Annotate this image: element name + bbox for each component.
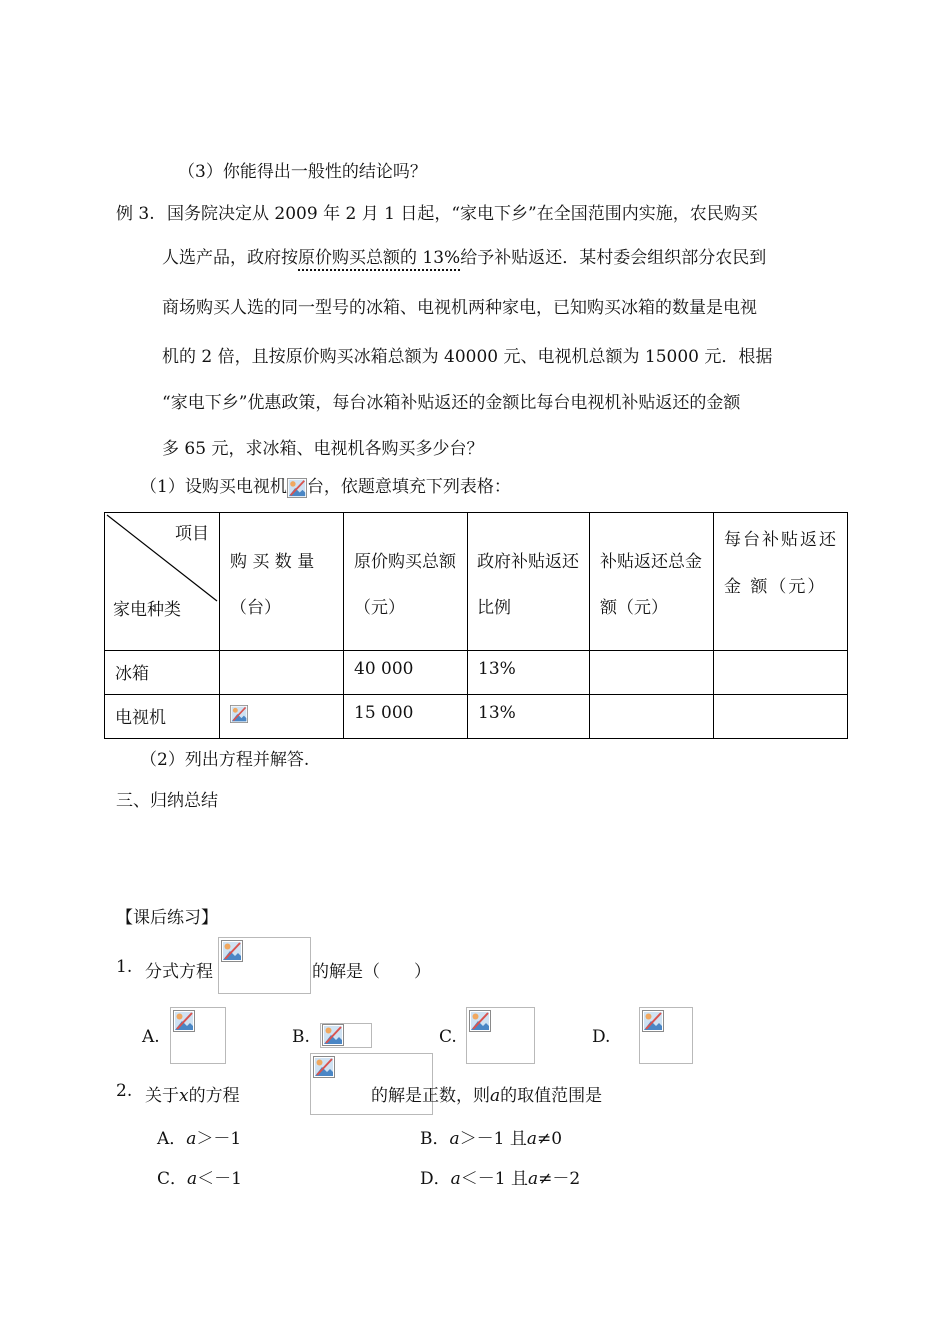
q1-option-a-label: A. [142, 1027, 160, 1047]
header-cell: 政府补贴返还比例 [468, 513, 590, 651]
q1-option-b-label: B. [292, 1027, 310, 1047]
table-row [105, 651, 848, 695]
q2-option-b: B．a＞－1 且a≠0 [420, 1129, 563, 1149]
example-line-6: 多 65 元，求冰箱、电视机各购买多少台？ [162, 439, 484, 459]
q2-option-a: A．a＞－1 [157, 1129, 242, 1149]
q1-option-a-image [170, 1007, 226, 1064]
step-1: （1）设购买电视机 台，依题意填充下列表格： [140, 477, 511, 497]
question-3: （3）你能得出一般性的结论吗？ [178, 162, 427, 182]
step-2: （2）列出方程并解答. [140, 750, 310, 770]
header-category-label: 家电种类 [113, 600, 181, 620]
q1-equation-image [218, 937, 311, 994]
broken-image-icon [173, 1010, 195, 1032]
diagonal-header-cell [105, 513, 220, 651]
equation-image-icon [287, 478, 307, 498]
example-line-1: 国务院决定从 2009 年 2 月 1 日起，“家电下乡”在全国范围内实施，农民购买 [167, 204, 758, 224]
q1-prefix: 分式方程 [145, 962, 213, 982]
example-line-3: 商场购买人选的同一型号的冰箱、电视机两种家电，已知购买冰箱的数量是电视 [162, 298, 757, 318]
data-table [104, 512, 848, 739]
header-cell: 原价购买总额（元） [344, 513, 468, 651]
per-unit-cell [714, 651, 848, 695]
homework-title: 【课后练习】 [116, 908, 218, 928]
ratio-cell: 13% [468, 651, 590, 695]
row-name: 冰箱 [105, 651, 220, 695]
emphasis-dotted: 原价购买总额的 13% [298, 248, 461, 268]
q1-option-d-label: D. [592, 1027, 611, 1047]
header-cell: 每台补贴返还 金 额（元） [714, 513, 848, 651]
q1-option-b-image [320, 1023, 372, 1048]
q2-option-c: C．a＜－1 [157, 1169, 242, 1189]
table-row [105, 695, 848, 739]
q1-option-c-image [466, 1007, 535, 1064]
example-label: 例 3. [116, 204, 155, 224]
equation-image-icon [230, 705, 248, 723]
broken-image-icon [642, 1010, 664, 1032]
q2-prefix: 关于x的方程 [145, 1086, 240, 1106]
total-cell: 15 000 [344, 695, 468, 739]
example-line-5: “家电下乡”优惠政策，每台冰箱补贴返还的金额比每台电视机补贴返还的金额 [162, 393, 741, 413]
q1-suffix: 的解是（ ） [312, 962, 431, 982]
q1-number: 1. [116, 957, 133, 977]
subsidy-cell [590, 651, 714, 695]
q2-option-d: D．a＜－1 且a≠－2 [420, 1169, 581, 1189]
broken-image-icon [221, 940, 243, 962]
q1-option-d-image [639, 1007, 693, 1064]
total-cell: 40 000 [344, 651, 468, 695]
header-cell: 购 买 数 量（台） [220, 513, 344, 651]
broken-image-icon [322, 1024, 344, 1046]
example-line-4: 机的 2 倍，且按原价购买冰箱总额为 40000 元、电视机总额为 15000 元．根据 [162, 347, 773, 367]
header-cell: 补贴返还总金额（元） [590, 513, 714, 651]
qty-cell [220, 695, 344, 739]
header-item-label: 项目 [175, 524, 209, 544]
broken-image-icon [313, 1056, 335, 1078]
qty-cell [220, 651, 344, 695]
row-name: 电视机 [105, 695, 220, 739]
ratio-cell: 13% [468, 695, 590, 739]
q1-option-c-label: C. [439, 1027, 457, 1047]
example-line-2: 人选产品，政府按原价购买总额的 13%给予补贴返还．某村委会组织部分农民到 [162, 248, 767, 268]
broken-image-icon [469, 1010, 491, 1032]
per-unit-cell [714, 695, 848, 739]
q2-suffix: 的解是正数，则a的取值范围是 [371, 1086, 603, 1106]
section-3-title: 三、归纳总结 [116, 791, 218, 811]
q2-number: 2. [116, 1081, 133, 1101]
subsidy-cell [590, 695, 714, 739]
